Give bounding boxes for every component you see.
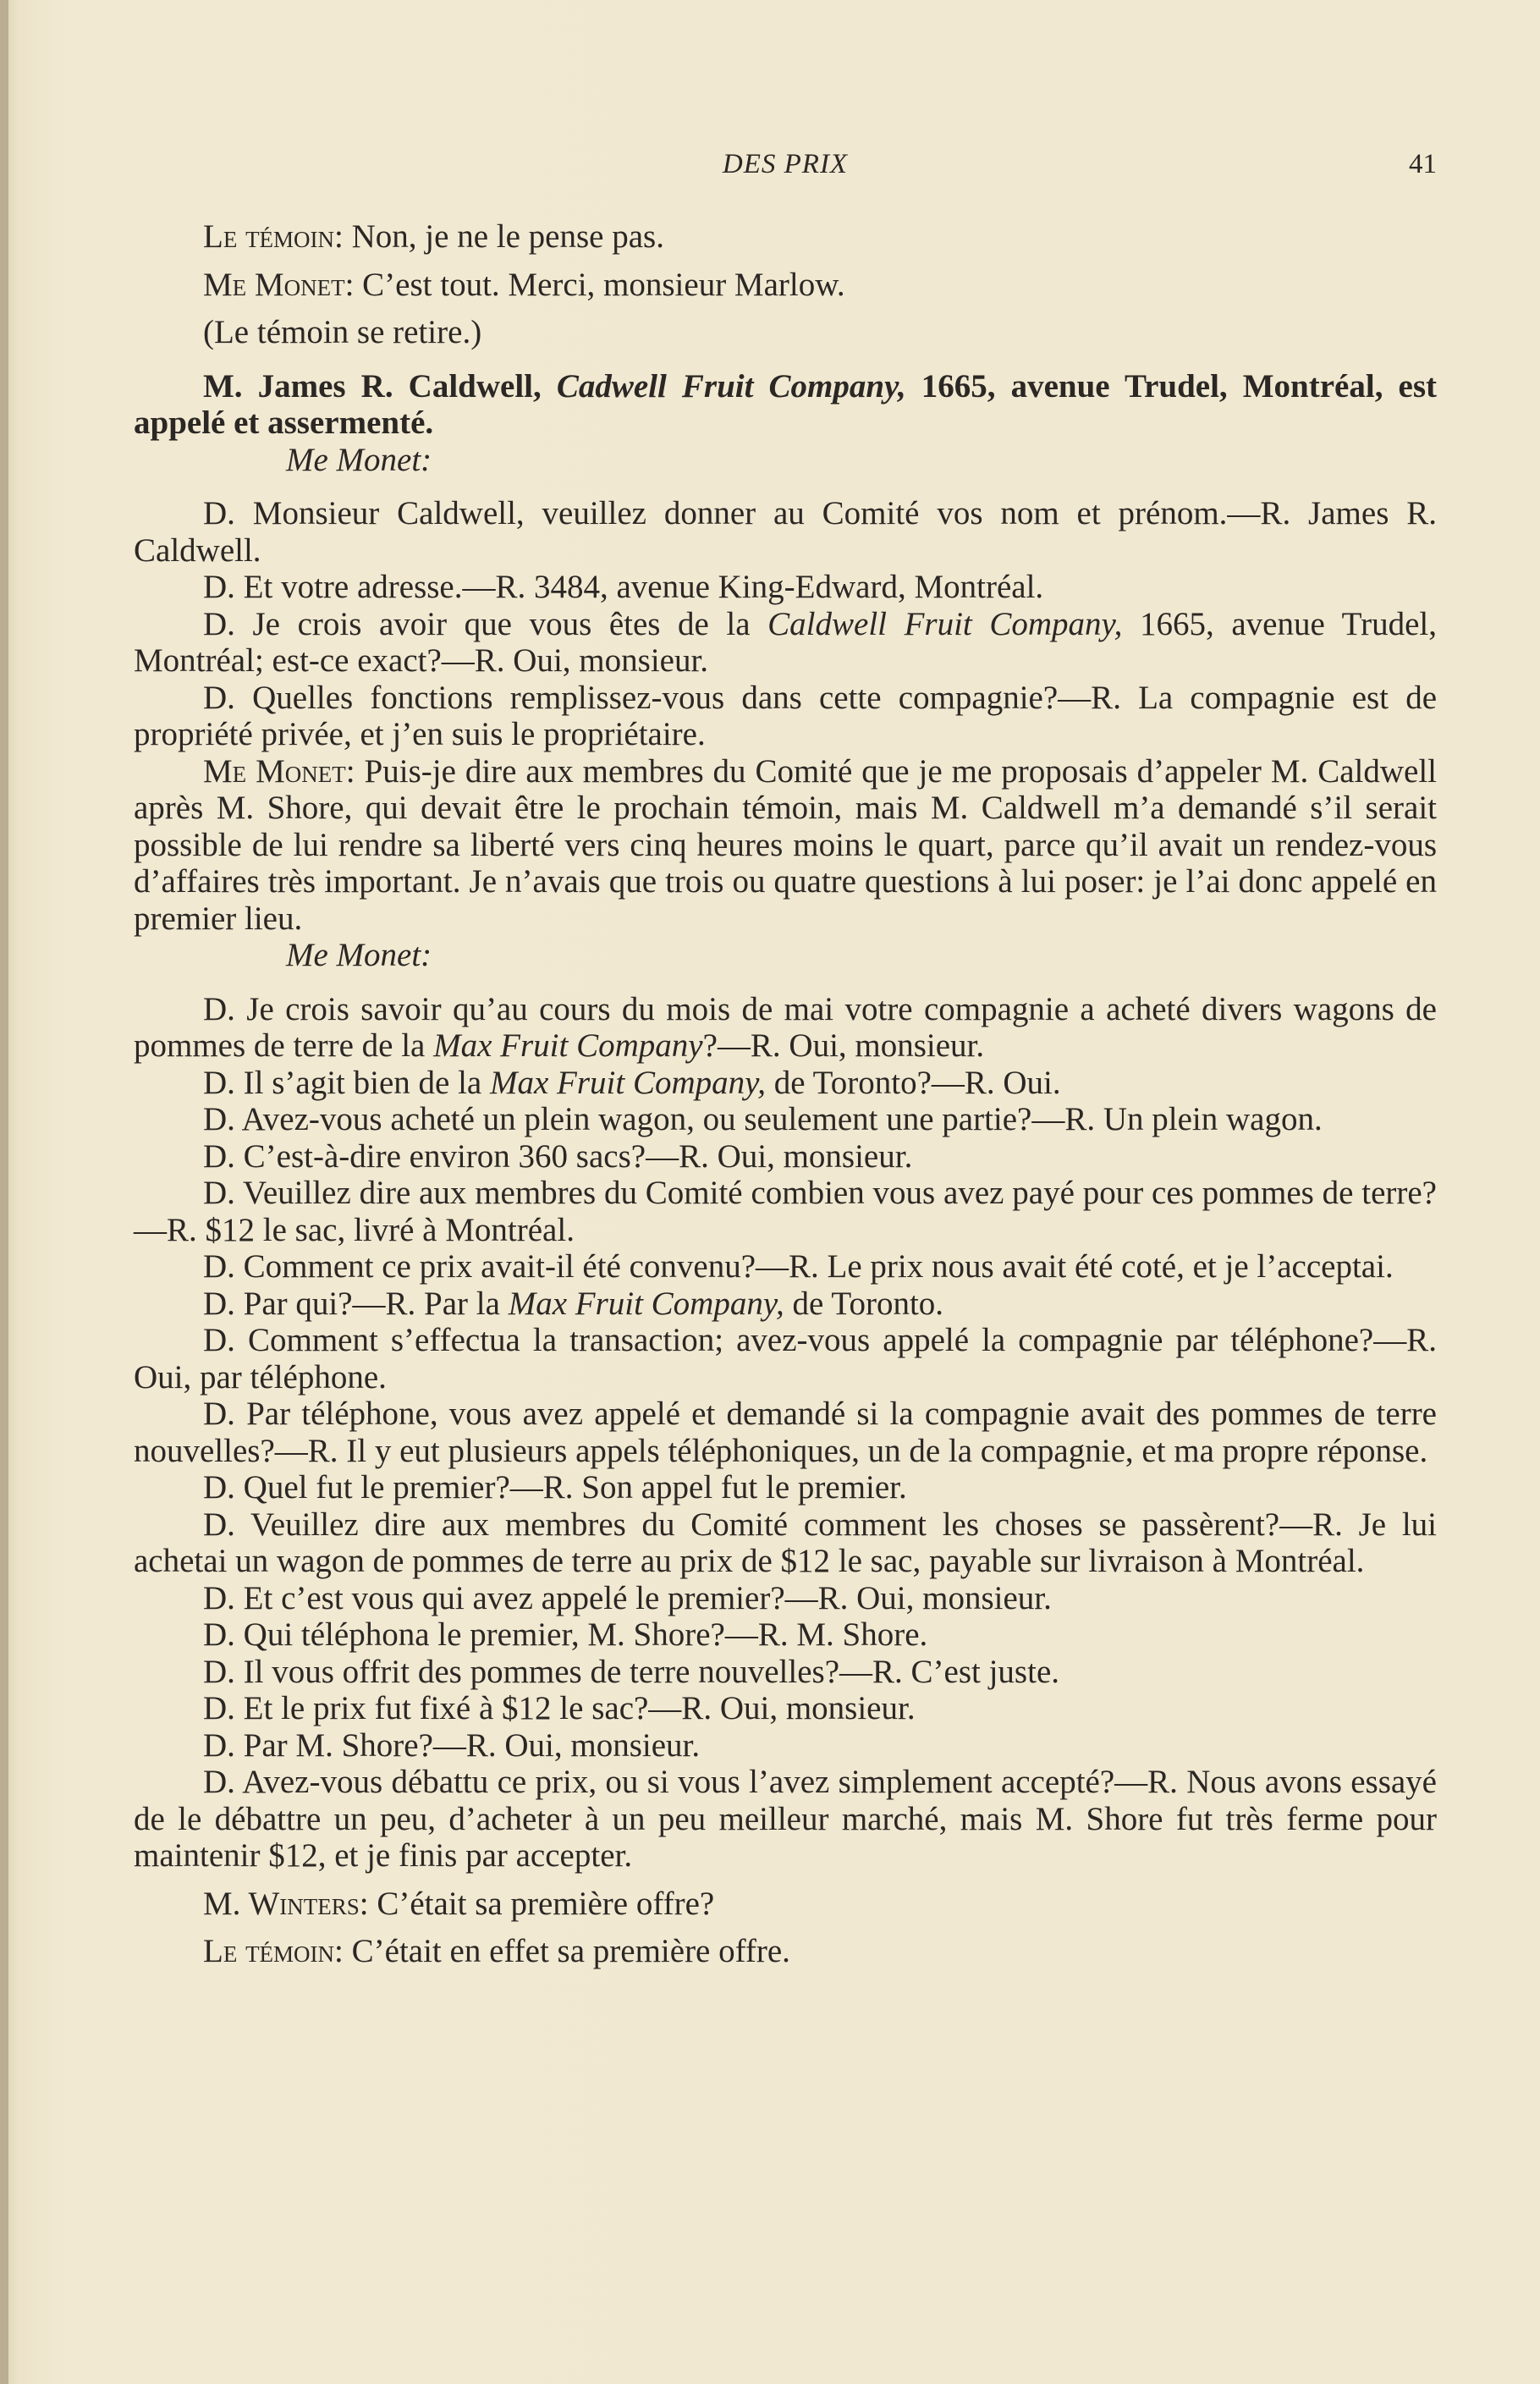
paragraph-3: (Le témoin se retire.): [203, 314, 482, 350]
qa-3: D. Je crois avoir que vous êtes de la Caldwell Fruit Company, 1665, avenue Trudel, Montréal; est-ce exact?—R. Oui, monsieur.: [134, 605, 1437, 679]
qa-8: D. C’est-à-dire environ 360 sacs?—R. Oui, monsieur.: [203, 1137, 913, 1175]
book-spine-shadow: [0, 0, 8, 2384]
company-name: Caldwell Fruit Company,: [767, 605, 1123, 642]
qa-9: D. Veuillez dire aux membres du Comité combien vous avez payé pour ces pommes de terre?—R. $12 le sac, livré à Montréal.: [134, 1175, 1437, 1248]
statement-monet: Me Monet: Puis-je dire aux membres du Comité que je me proposais d’appeler M. Caldwell après M. Shore, qui devait être le prochain témoin, mais M. Caldwell m’a demandé s’il serait possible de lui rendre sa liberté vers cinq heures moins le quart, parce qu’il avait un rendez-vous d’affaires très important. Je n’avais que trois ou quatre questions à lui poser: je l’ai donc appelé en premier lieu.: [134, 752, 1437, 937]
company-name: Max Fruit Company,: [489, 1064, 767, 1101]
speaker: M. Winters:: [203, 1885, 369, 1922]
qa-10: D. Comment ce prix avait-il été convenu?—R. Le prix nous avait été coté, et je l’acceptai.: [203, 1248, 1394, 1285]
page-body: [134, 218, 1437, 1970]
running-title: DES PRIX: [722, 149, 849, 179]
statement-witness: Le témoin: C’était en effet sa première offre.: [203, 1933, 790, 1969]
qa-11: D. Par qui?—R. Par la Max Fruit Company, de Toronto.: [203, 1285, 944, 1322]
qa-12: D. Comment s’effectua la transaction; avez-vous appelé la compagnie par téléphone?—R. Oui, par téléphone.: [134, 1322, 1437, 1396]
qa-2: D. Et votre adresse.—R. 3484, avenue King-Edward, Montréal.: [203, 569, 1044, 605]
speaker: Me Monet:: [203, 266, 355, 303]
qa-15: D. Veuillez dire aux membres du Comité comment les choses se passèrent?—R. Je lui achetai un wagon de pommes de terre au prix de $12 le sac, payable sur livraison à Montréal.: [134, 1506, 1437, 1579]
statement-winters: M. Winters: C’était sa première offre?: [203, 1885, 715, 1922]
company-name: Cadwell Fruit Company,: [556, 367, 906, 405]
qa-17: D. Qui téléphona le premier, M. Shore?—R. M. Shore.: [203, 1616, 928, 1653]
section-heading-2: Me Monet:: [286, 937, 432, 973]
qa-1: D. Monsieur Caldwell, veuillez donner au Comité vos nom et prénom.—R. James R. Caldwell.: [134, 495, 1437, 569]
speaker: Le témoin:: [203, 218, 344, 255]
section-heading-1: Me Monet:: [286, 441, 432, 478]
qa-16: D. Et c’est vous qui avez appelé le premier?—R. Oui, monsieur.: [203, 1579, 1052, 1616]
qa-6: D. Il s’agit bien de la Max Fruit Company, de Toronto?—R. Oui.: [203, 1064, 1061, 1101]
speaker: Le témoin:: [203, 1933, 344, 1969]
paragraph-2: Me Monet: C’est tout. Merci, monsieur Marlow.: [203, 266, 845, 303]
qa-13: D. Par téléphone, vous avez appelé et demandé si la compagnie avait des pommes de terre nouvelles?—R. Il y eut plusieurs appels téléphoniques, un de la compagnie, et ma propre réponse.: [134, 1396, 1437, 1469]
qa-20: D. Par M. Shore?—R. Oui, monsieur.: [203, 1726, 701, 1764]
qa-21: D. Avez-vous débattu ce prix, ou si vous l’avez simplement accepté?—R. Nous avons essayé de le débattre un peu, d’acheter à un peu meilleur marché, mais M. Shore fut très ferme pour maintenir $12, et je finis par accepter.: [134, 1764, 1437, 1874]
qa-7: D. Avez-vous acheté un plein wagon, ou seulement une partie?—R. Un plein wagon.: [203, 1101, 1323, 1137]
company-name: Max Fruit Company: [433, 1027, 703, 1064]
page-number: 41: [1409, 149, 1437, 179]
paragraph-1: Le témoin: Non, je ne le pense pas.: [203, 218, 664, 255]
company-name: Max Fruit Company,: [508, 1285, 784, 1322]
qa-5: D. Je crois savoir qu’au cours du mois de mai votre compagnie a acheté divers wagons de pommes de terre de la Max Fruit Company?—R. Oui, monsieur.: [134, 990, 1437, 1064]
qa-14: D. Quel fut le premier?—R. Son appel fut le premier.: [203, 1469, 907, 1506]
qa-4: D. Quelles fonctions remplissez-vous dans cette compagnie?—R. La compagnie est de propriété privée, et j’en suis le propriétaire.: [134, 679, 1437, 752]
witness-called: M. James R. Caldwell, Cadwell Fruit Company, 1665, avenue Trudel, Montréal, est appelé et assermenté.: [134, 367, 1437, 441]
qa-19: D. Et le prix fut fixé à $12 le sac?—R. Oui, monsieur.: [203, 1690, 916, 1726]
speaker: Me Monet:: [203, 752, 355, 790]
qa-18: D. Il vous offrit des pommes de terre nouvelles?—R. C’est juste.: [203, 1653, 1060, 1690]
page-header: [134, 149, 1437, 191]
